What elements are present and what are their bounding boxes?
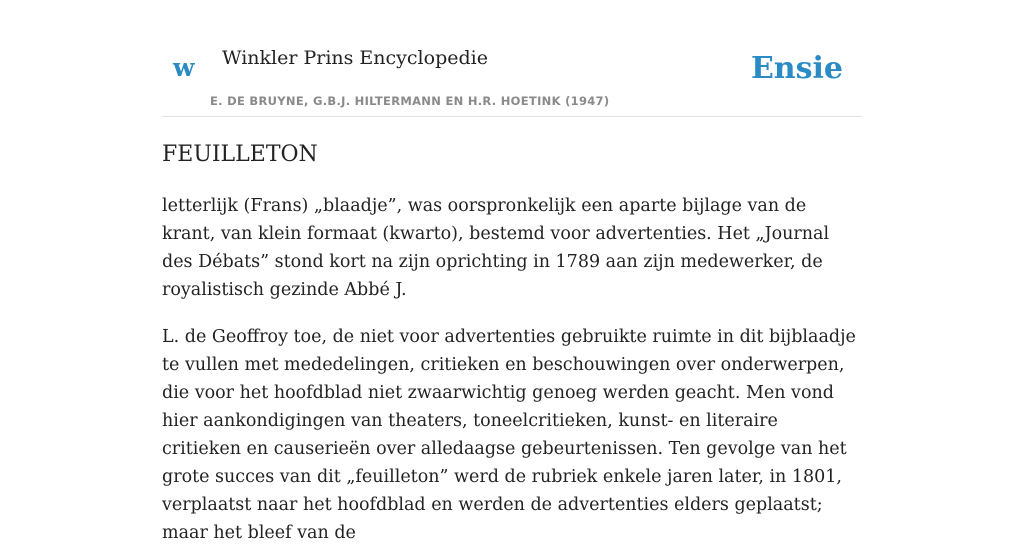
site-title[interactable]: Winkler Prins Encyclopedie bbox=[222, 47, 488, 69]
article bbox=[162, 138, 862, 547]
brand-logo[interactable]: Ensie bbox=[750, 51, 843, 86]
article-paragraph: letterlijk (Frans) „blaadje”, was oorspronkelijk een aparte bijlage van de krant, van klein formaat (kwarto), bestemd voor advertenties. Het „Journal des Débats” stond kort na zijn oprichting in 1789 aan zijn medewerker, de royalistisch gezinde Abbé J. bbox=[162, 196, 830, 300]
site-header bbox=[162, 0, 862, 117]
article-title: FEUILLETON bbox=[162, 142, 318, 167]
site-subtitle: E. DE BRUYNE, G.B.J. HILTERMANN EN H.R. HOETINK (1947) bbox=[210, 94, 610, 108]
article-paragraph: L. de Geoffroy toe, de niet voor advertenties gebruikte ruimte in dit bijblaadje te vullen met mededelingen, critieken en beschouwingen over onderwerpen, die voor het hoofdblad niet zwaarwichtig genoeg werden geacht. Men vond hier aankondigingen van theaters, toneelcritieken, kunst- en literaire critieken en causerieën over alledaagse gebeurtenissen. Ten gevolge van het grote succes van dit „feuilleton” werd de rubriek enkele jaren later, in 1801, verplaatst naar het hoofdblad en werden de advertenties elders geplaatst; maar het bleef van de bbox=[162, 327, 856, 543]
site-logo-icon[interactable]: w bbox=[173, 53, 195, 82]
